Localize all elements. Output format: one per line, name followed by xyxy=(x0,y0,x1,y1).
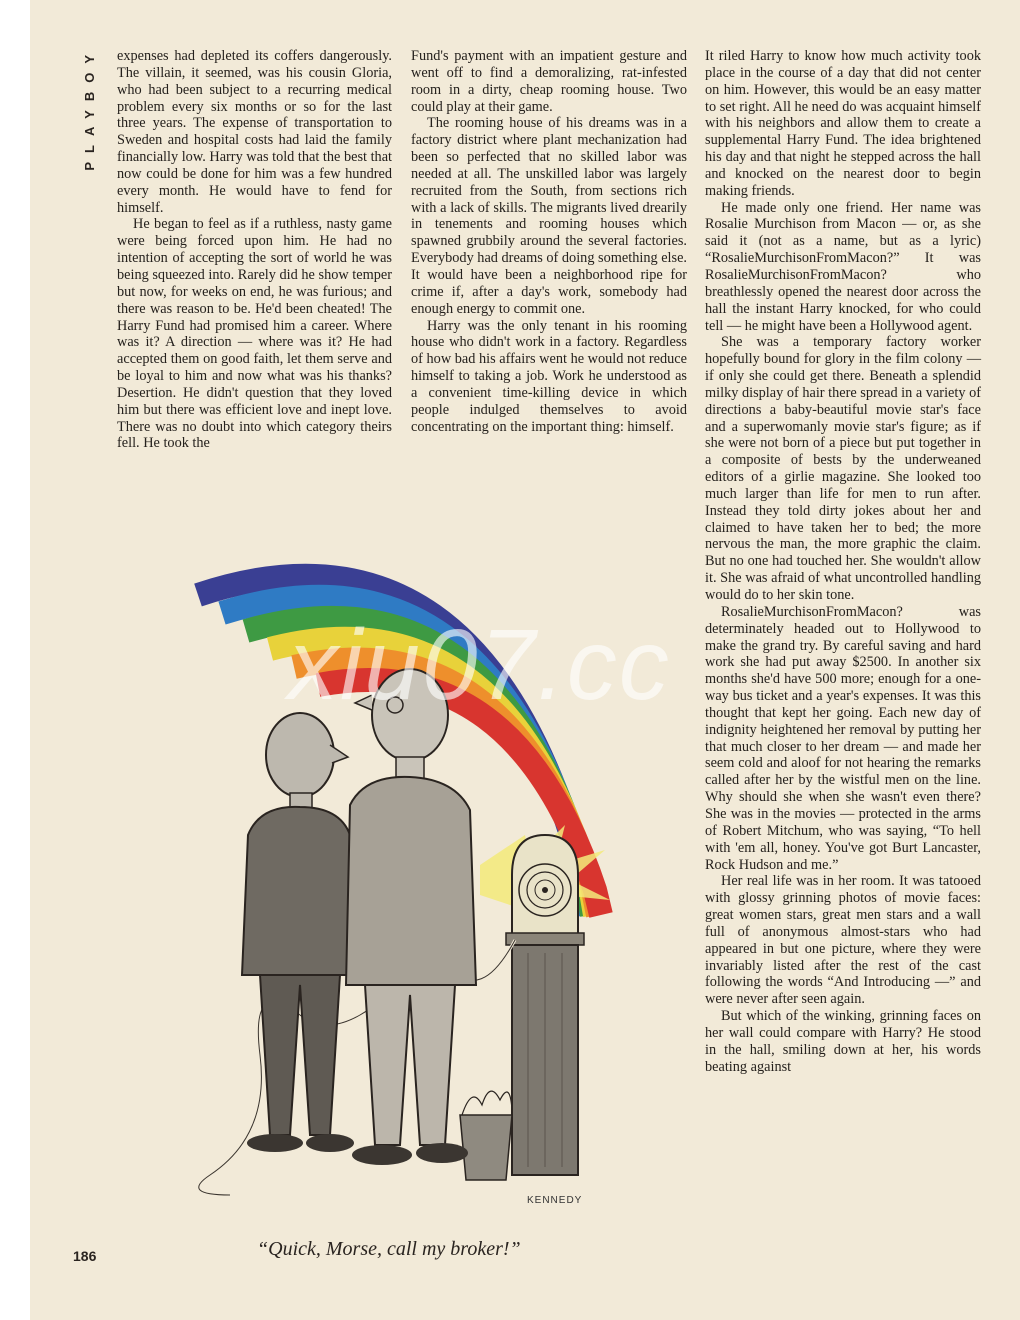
paragraph: He began to feel as if a ruthless, nasty game were being forced upon him. He had no intention of accepting the sort of world he was being squeezed into. Rarely did he show temper but now, for weeks on end, he was furious; and there was reason to be. He'd been cheated! The Harry Fund had promised him a career. Where was it? A direction — where was it? He had accepted them on good faith, let them serve and be loyal to him and now what was his thanks? Desertion. He didn't question that they loved him but there was efficient love and inept love. There was no doubt into which category theirs fell. He took the xyxy=(117,216,392,452)
right-man xyxy=(346,669,476,1165)
cartoon-illustration xyxy=(150,535,670,1225)
text-column-2 xyxy=(411,48,687,435)
running-head: PLAYBOY xyxy=(82,46,97,171)
paragraph: Harry was the only tenant in his rooming house who didn't work in a factory. Regardless of how bad his affairs went he would not reduce himself to taking a job. Work he understood as a convenient time-killing device in which people indulged themselves to avoid concentrating on the important thing: himself. xyxy=(411,317,687,435)
paragraph: Her real life was in her room. It was tatooed with glossy grinning photos of movie faces: great women stars, great men stars and a wall full of anonymous almost-stars who had appeared in but one picture, where they were invariably listed after the rest of the cast following the words “And Introducing —” and were never after seen again. xyxy=(705,873,981,1008)
paragraph: The rooming house of his dreams was in a factory district where plant mechanization had been so perfected that no skilled labor was needed at all. The unskilled labor was largely recruited from the South, from sections rich with a lack of skills. The migrants lived drearily in tenements and rooming houses which spawned grubbily around the several factories. Everybody had dreams of doing something else. It would have been a neighborhood ripe for crime if, after a day's work, somebody had enough energy to commit one. xyxy=(411,115,687,317)
paragraph: He made only one friend. Her name was Rosalie Murchison from Macon — or, as she said it (not as a name, but as a lyric) “RosalieMurchisonFromMacon?” It was RosalieMurchisonFromMacon? who breathlessly opened the nearest door across the hall the instant Harry knocked, for who could tell — he might have been a Hollywood agent. xyxy=(705,199,981,334)
paragraph: But which of the winking, grinning faces on her wall could compare with Harry? He stood in the hall, smiling down at her, his words beating against xyxy=(705,1008,981,1075)
cartoon-caption: “Quick, Morse, call my broker!” xyxy=(257,1238,521,1260)
magazine-page xyxy=(30,0,1020,1320)
paragraph: Fund's payment with an impatient gesture and went off to find a demoralizing, rat-infested room in a dirty, cheap rooming house. Two could play at their game. xyxy=(411,48,687,115)
paragraph: expenses had depleted its coffers dangerously. The villain, it seemed, was his cousin Gloria, who had been subject to a recurring medical problem every six months or so for the last three years. The expense of transportation to Sweden and hospital costs had laid the family financially low. Harry was told that the best that now could be done for him was a few hundred every month. He would have to fend for himself. xyxy=(117,48,393,216)
ticker-machine xyxy=(506,835,584,1175)
watermark: xiu07.cc xyxy=(288,609,671,721)
text-column-1 xyxy=(117,48,392,452)
paragraph: It riled Harry to know how much activity took place in the course of a day that did not center on him. However, this would be an easy matter to set right. All he need do was acquaint himself with his neighbors and allow them to create a supplemental Harry Fund. The idea brightened his day and that night he stepped across the hall and knocked on the nearest door to begin making friends. xyxy=(705,48,981,199)
artist-signature: KENNEDY xyxy=(527,1195,583,1206)
left-man xyxy=(242,713,355,1152)
wastebasket xyxy=(460,1091,512,1180)
page-number: 186 xyxy=(73,1248,97,1264)
paragraph: RosalieMurchisonFromMacon? was determinately headed out to Hollywood to make the grand try. By careful saving and hard work she had put away $2500. In another six months she'd have 500 more; enough for a one-way bus ticket and a year's expenses. It was this thought that kept her going. Each new day of indignity heightened her removal by putting her that much closer to her dream — and made her seem cold and aloof for not hearing the remarks called after her by the wistful men on the line. Why should she when she wasn't even there? She was in the movies — protected in the arms of Robert Mitchum, who was saying, “To hell with 'em all, honey. You've got Burt Lancaster, Rock Hudson and me.” xyxy=(705,603,981,873)
text-column-3 xyxy=(705,48,981,1075)
paragraph: She was a temporary factory worker hopefully bound for glory in the film colony — if only she could get there. Beneath a splendid milky display of hair there spread in a variety of directions a baby-beautiful movie star's face and a superwomanly movie star's figure; as if she were not born of a piece but put together in a composite of bests by the underweaned editors of a girlie magazine. She looked too much larger than life for men to run after. Instead they told dirty jokes about her and claimed to have taken her to bed; the more nervous the man, the more graphic the claim. But no one had touched her. She wouldn't allow it. She was afraid of what uncontrolled handling would do to her skin tone. xyxy=(705,334,981,603)
